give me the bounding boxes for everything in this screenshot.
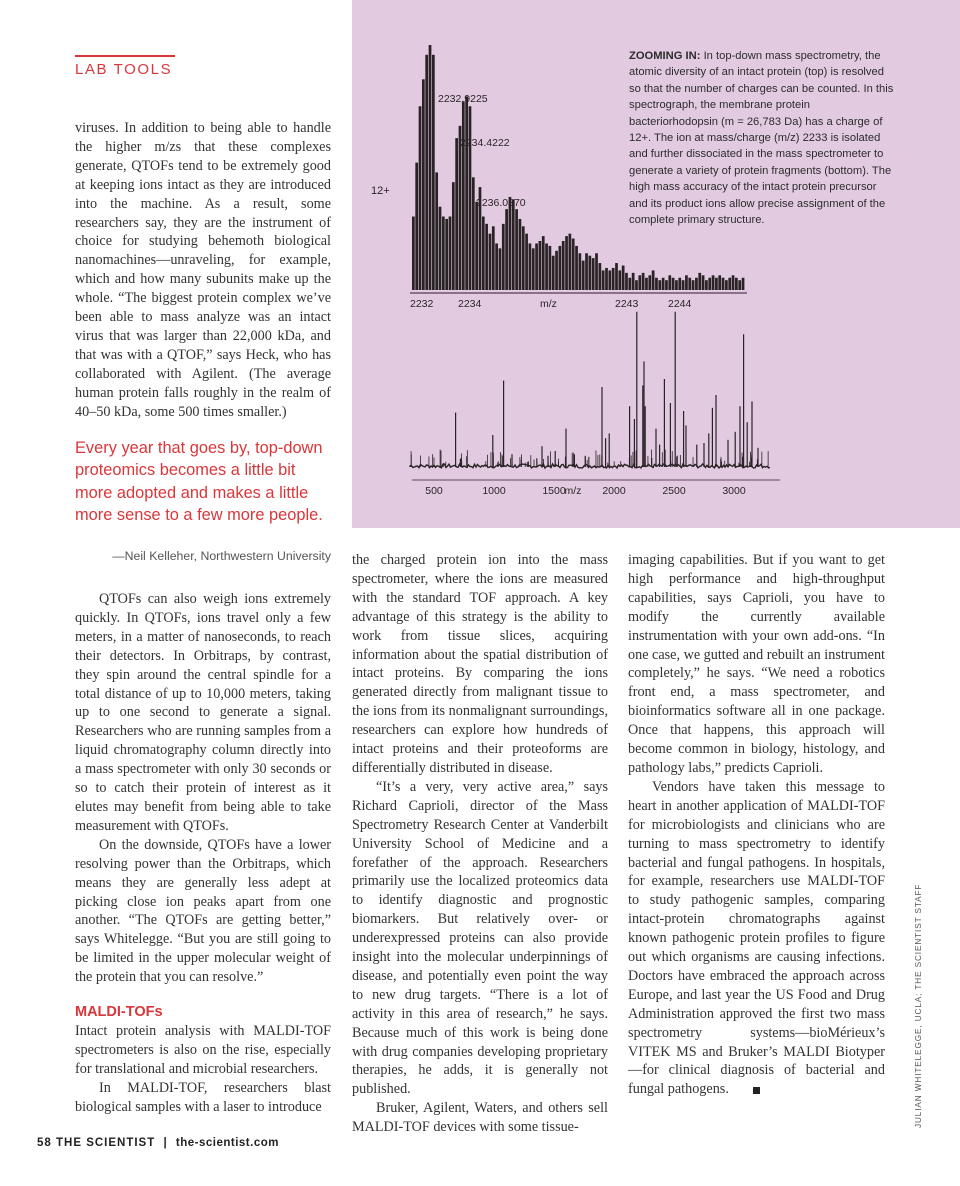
charge-label: 12+ bbox=[371, 185, 390, 197]
column-1-bottom bbox=[75, 590, 331, 1117]
spectrum-bar bbox=[555, 251, 558, 290]
spectrum-bar bbox=[419, 106, 422, 290]
x-tick-label: 500 bbox=[425, 485, 443, 497]
x-tick-label: 2000 bbox=[602, 485, 626, 497]
section-rule bbox=[75, 55, 175, 57]
spectrum-bar bbox=[698, 273, 701, 290]
spectrum-bar bbox=[525, 234, 528, 290]
spectrum-bar bbox=[482, 217, 485, 291]
figure-caption bbox=[629, 48, 894, 228]
paragraph: In MALDI-TOF, researchers blast biological samples with a laser to introduce bbox=[75, 1079, 331, 1115]
spectrum-bar bbox=[539, 241, 542, 290]
spectrum-bar bbox=[445, 219, 448, 290]
spectrum-bar bbox=[559, 246, 562, 290]
spectrum-bar bbox=[442, 217, 445, 291]
spectrum-bar bbox=[535, 243, 538, 290]
x-tick-label: 1500 bbox=[542, 485, 566, 497]
paragraph: “It’s a very, very active area,” says Richard Caprioli, director of the Mass Spectrometry Research Center at Vanderbilt University School of Medicine and a forefather of the approach. Researchers primarily use the localized proteomics data to identify diagnostic and prognostic biomarkers. But relatively over- or underexpressed proteins can also provide insight into the molecular underpinnings of disease, and potentially even point the way to new drug targets. “There is a lot of activity in this area of research,” he says. Because much of this work is being done with drug companies developing proprietary therapies, he adds, it is generally not published. bbox=[352, 778, 608, 1098]
spectrum-bar bbox=[622, 266, 625, 291]
spectrum-bar bbox=[658, 280, 661, 290]
spectrum-bar bbox=[449, 217, 452, 291]
website-link[interactable]: the-scientist.com bbox=[175, 1137, 279, 1149]
spectrum-bar bbox=[552, 256, 555, 290]
x-tick-label: 2500 bbox=[662, 485, 686, 497]
spectrum-bar bbox=[688, 278, 691, 290]
spectrum-bar bbox=[595, 253, 598, 290]
peak-annotation: 2234.4222 bbox=[460, 137, 510, 149]
spectrum-bar bbox=[569, 234, 572, 290]
spectrum-bar bbox=[602, 270, 605, 290]
spectrum-bar bbox=[655, 278, 658, 290]
x-tick-label: 1000 bbox=[482, 485, 506, 497]
spectrum-bar bbox=[492, 226, 495, 290]
spectrum-bar bbox=[549, 246, 552, 290]
spectrum-bar bbox=[672, 278, 675, 290]
spectrum-bar bbox=[529, 243, 532, 290]
spectrum-bar bbox=[652, 270, 655, 290]
spectrum-bar bbox=[575, 246, 578, 290]
footer-separator: | bbox=[163, 1137, 168, 1149]
page-number: 58 bbox=[37, 1137, 52, 1149]
paragraph: Bruker, Agilent, Waters, and others sell MALDI-TOF devices with some tissue- bbox=[352, 1100, 608, 1136]
spectrum-bar bbox=[475, 202, 478, 290]
spectrum-bar bbox=[675, 280, 678, 290]
spectrum-bar bbox=[429, 45, 432, 290]
spectrum-bar bbox=[642, 273, 645, 290]
spectrum-bar bbox=[465, 96, 468, 290]
spectrum-bar bbox=[542, 236, 545, 290]
spectrum-bar bbox=[425, 55, 428, 290]
spectrum-bar bbox=[668, 275, 671, 290]
paragraph: imaging capabilities. But if you want to get high performance and high-throughput capabilities, says Caprioli, you have to modify the currently available instrumentation with your own add-ons. “In one case, we gutted and rebuilt an instrument completely,” he says. “We need a robotics front end, a mass spectrometer, and bioinformatics software all in one package. Once that happens, this approach will become common in biology, histology, and pathology labs,” predicts Caprioli. bbox=[628, 552, 885, 776]
spectrum-bar bbox=[662, 278, 665, 290]
spectrum-bar bbox=[605, 268, 608, 290]
spectrum-bar bbox=[722, 278, 725, 290]
spectrum-bar bbox=[499, 248, 502, 290]
spectrum-bar bbox=[678, 278, 681, 290]
spectrum-bar bbox=[588, 256, 591, 290]
pull-quote: Every year that goes by, top-down proteomics becomes a little bit more adopted and makes a little more sense to a few more people. bbox=[75, 439, 323, 525]
x-tick-label: 2243 bbox=[615, 298, 639, 310]
spectrum-bar bbox=[625, 273, 628, 290]
spectrum-bar bbox=[562, 241, 565, 290]
spectrum-bar bbox=[545, 243, 548, 290]
spectrum-bar bbox=[638, 275, 641, 290]
end-of-article-mark bbox=[753, 1087, 760, 1094]
spectrum-bar bbox=[515, 209, 518, 290]
spectrum-bar bbox=[489, 234, 492, 290]
spectrum-bar bbox=[435, 172, 438, 290]
magazine-name: THE SCIENTIST bbox=[56, 1137, 156, 1149]
spectrum-bar bbox=[485, 224, 488, 290]
peak-annotation: 2232.9225 bbox=[438, 93, 488, 105]
spectrum-bar bbox=[725, 280, 728, 290]
column-2 bbox=[352, 551, 608, 1137]
spectrum-bar bbox=[422, 79, 425, 290]
spectrum-bar bbox=[432, 55, 435, 290]
x-tick-label: 2232 bbox=[410, 298, 434, 310]
paragraph: QTOFs can also weigh ions extremely quickly. In QTOFs, ions travel only a few meters, in a matter of nanoseconds, to reach their detectors. In Orbitraps, by contrast, they spin around the central spindle for a total distance of up to 10,000 meters, taking up to one second to generate a signal. Researchers who are running samples from a liquid chromatography column directly into a mass spectrometer with only 30 seconds or so to catch their protein of interest as it elutes may benefit from being able to take measurement with QTOFs. bbox=[75, 591, 331, 834]
page-footer bbox=[37, 1137, 279, 1149]
spectrum-bar bbox=[702, 275, 705, 290]
subhead-maldi-tofs: MALDI-TOFs bbox=[75, 1004, 163, 1021]
fragment-spectrum bbox=[410, 312, 780, 497]
spectrum-bar bbox=[455, 138, 458, 290]
caption-text: In top-down mass spectrometry, the atomic diversity of an intact protein (top) is resolved so that the number of charges can be counted. In this spectrograph, the membrane protein bacteriorhodopsin (m = 26,783 Da) has a charge of 12+. The ion at mass/charge (m/z) 2233 is isolated and further dissociated in the mass spectrometer to generate a variety of protein fragments (bottom). The high mass accuracy of the intact protein precursor and its product ions allow precise assignment of the complete primary structure. bbox=[629, 50, 894, 227]
spectrum-bar bbox=[509, 197, 512, 290]
spectrum-bar bbox=[695, 278, 698, 290]
pull-quote-attribution: —Neil Kelleher, Northwestern University bbox=[112, 549, 331, 563]
spectrum-bar bbox=[685, 275, 688, 290]
spectrum-bar bbox=[522, 226, 525, 290]
x-axis-label: m/z bbox=[540, 298, 557, 310]
spectrum-bar bbox=[469, 106, 472, 290]
spectrum-bar bbox=[665, 280, 668, 290]
spectrum-bar bbox=[718, 275, 721, 290]
spectrum-bar bbox=[452, 182, 455, 290]
spectrum-bar bbox=[692, 280, 695, 290]
spectrum-bar bbox=[732, 275, 735, 290]
spectrum-bar bbox=[459, 126, 462, 290]
spectrum-bar bbox=[439, 207, 442, 290]
spectrum-bar bbox=[615, 263, 618, 290]
column-3 bbox=[628, 551, 885, 1099]
x-axis-label: m/z bbox=[564, 485, 582, 497]
spectrum-bar bbox=[472, 177, 475, 290]
spectrum-bar bbox=[412, 217, 415, 291]
x-tick-label: 2234 bbox=[458, 298, 482, 310]
paragraph bbox=[628, 778, 885, 1099]
spectrum-bar bbox=[712, 275, 715, 290]
spectrum-bar bbox=[415, 163, 418, 290]
spectrum-bar bbox=[565, 236, 568, 290]
spectrum-bar bbox=[618, 270, 621, 290]
peak-annotation: 2236.0870 bbox=[476, 197, 526, 209]
spectrum-bar bbox=[598, 263, 601, 290]
spectrum-bar bbox=[742, 278, 745, 290]
spectrum-bar bbox=[572, 239, 575, 290]
spectrum-bar bbox=[628, 278, 631, 290]
spectrum-bar bbox=[608, 270, 611, 290]
spectrum-bar bbox=[505, 209, 508, 290]
spectrum-bar bbox=[582, 261, 585, 290]
spectrum-bar bbox=[585, 253, 588, 290]
spectrum-bar bbox=[708, 278, 711, 290]
paragraph-text: Vendors have taken this message to heart in another application of MALDI-TOF for microbiologists and clinicians who are turning to mass spectrometry to identify bacterial and fungal pathogens. In hospitals, for example, researchers use MALDI-TOF to study pathogenic samples, comparing intact-protein chromatographs against known pathogenic protein profiles to figure out which organisms are causing infections. Doctors have embraced the approach across Europe, and last year the US Food and Drug Administration approved the first two mass spectrometry systems—bioMérieux’s VITEK MS and Bruker’s MALDI Biotyper—for clinical diagnosis of bacterial and fungal pathogens. bbox=[628, 778, 885, 1098]
spectrum-bar bbox=[705, 280, 708, 290]
paragraph: viruses. In addition to being able to handle the higher m/zs that these complexes generate, QTOFs tend to be extremely good at keeping ions intact as they are introduced into the machine. As a result, some researchers say, they are the instrument of choice for studying behemoth biological nanomachines—unraveling, for example, which and how many subunits make up the whole. “The biggest protein complex we’ve been able to mass analyze was an intact virus that was larger than 22,000 kDa, and that was with a QTOF,” says Heck, who has collaborated with Agilent. (The average human protein falls roughly in the realm of 40–50 kDa, some 500 times smaller.) bbox=[75, 120, 331, 420]
x-tick-label: 2244 bbox=[668, 298, 692, 310]
column-1-top bbox=[75, 119, 331, 422]
paragraph: On the downside, QTOFs have a lower resolving power than the Orbitraps, which means they are generally less adept at picking close ion peaks apart from one another. “The QTOFs are getting better,” says Whitelegge. “But you are still going to be limited in the upper molecular weight of the protein that you can resolve.” bbox=[75, 836, 331, 986]
spectrum-bar bbox=[502, 224, 505, 290]
x-tick-label: 3000 bbox=[722, 485, 746, 497]
spectrum-bar bbox=[632, 273, 635, 290]
photo-credit: JULIAN WHITELEGGE, UCLA; THE SCIENTIST STAFF bbox=[914, 883, 923, 1128]
spectrum-bar bbox=[715, 278, 718, 290]
caption-lead: ZOOMING IN: bbox=[629, 50, 701, 62]
spectrum-bar bbox=[462, 101, 465, 290]
spectrum-bar bbox=[645, 278, 648, 290]
spectrum-bar bbox=[592, 258, 595, 290]
spectrum-bar bbox=[682, 280, 685, 290]
section-label: LAB TOOLS bbox=[75, 61, 173, 78]
paragraph: Intact protein analysis with MALDI-TOF spectrometers is also on the rise, especially for translational and microbial researchers. bbox=[75, 1023, 331, 1077]
spectrum-bar bbox=[532, 248, 535, 290]
spectrum-bar bbox=[738, 280, 741, 290]
spectrum-bar bbox=[635, 280, 638, 290]
spectrum-bar bbox=[735, 278, 738, 290]
spectrum-bar bbox=[728, 278, 731, 290]
spectrum-bar bbox=[579, 253, 582, 290]
spectrum-bar bbox=[519, 219, 522, 290]
paragraph: the charged protein ion into the mass spectrometer, where the ions are measured with the standard TOF approach. A key advantage of this strategy is the ability to work from tissue slices, acquiring information about the spatial distribution of intact proteins. By comparing the ions generated directly from malignant tissue to the ions from its nonmalignant surroundings, researchers can explore how hundreds of intact proteins and their proteoforms are differentially distributed in disease. bbox=[352, 552, 608, 776]
spectrum-bar bbox=[512, 199, 515, 290]
spectrum-bar bbox=[495, 243, 498, 290]
spectrum-bar bbox=[648, 275, 651, 290]
spectrum-bar bbox=[612, 268, 615, 290]
